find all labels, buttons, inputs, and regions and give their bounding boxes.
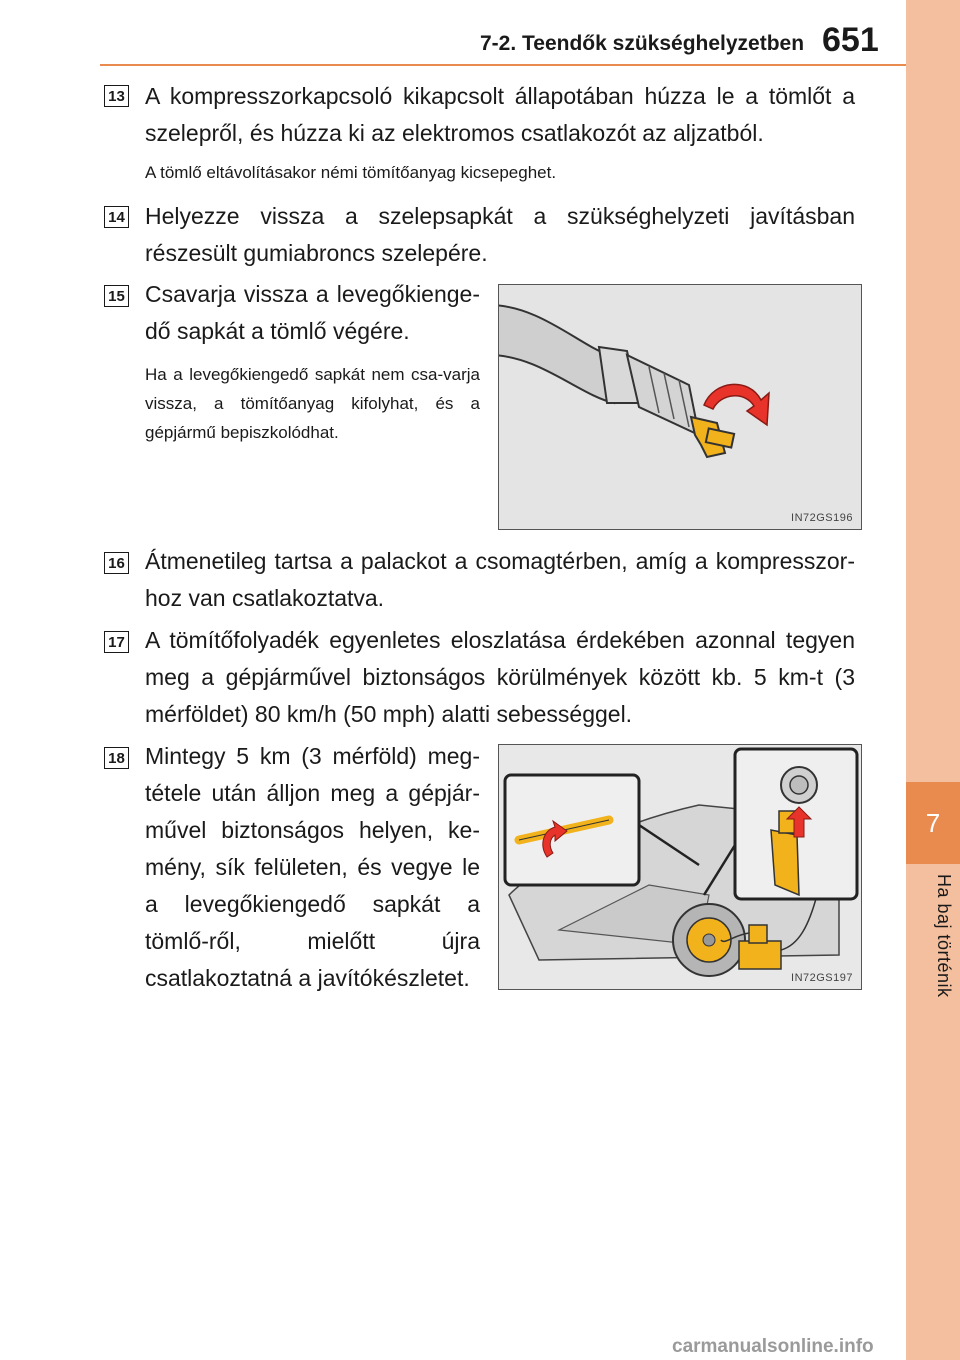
hose-cap-illustration [499,285,862,530]
step-text-17: A tömítőfolyadék egyenletes eloszlatása érdekében azonnal tegyen meg a gépjárművel biztonságos körülmények között kb. 5 km-t (3 mérföldet) 80 km/h (50 mph) alatti sebességgel. [145,627,855,727]
figure-hose-cap [498,284,862,530]
figure-code: IN72GS197 [791,972,853,984]
step-number-14: 14 [104,206,129,228]
step-number-17: 17 [104,631,129,653]
section-title: 7-2. Teendők szükséghelyzetben [480,32,805,55]
step-text-13: A kompresszorkapcsoló kikapcsolt állapotában húzza le a tömlőt a szelepről, és húzza ki az elektromos csatlakozót az aljzatból. [145,83,855,146]
chapter-label: Ha baj történik [934,874,954,998]
figure-code: IN72GS196 [791,512,853,524]
page-number: 651 [822,21,879,59]
car-repair-kit-illustration [499,745,862,990]
side-tab-strip [906,0,960,1360]
step-number-18: 18 [104,747,129,769]
step-number-15: 15 [104,285,129,307]
step-note-13: A tömlő eltávolításakor némi tömítőanyag kicsepeghet. [145,163,557,182]
header-divider [100,64,906,66]
step-note-15: Ha a levegőkiengedő sapkát nem csa-varja vissza, a tömítőanyag kifolyhat, és a gépjármű bepiszkolódhat. [145,365,480,442]
chapter-tab[interactable]: 7 [906,782,960,864]
step-text-14: Helyezze vissza a szelepsapkát a szükséghelyzeti javításban részesült gumiabroncs szelepére. [145,203,855,266]
step-number-13: 13 [104,85,129,107]
step-text-18: Mintegy 5 km (3 mérföld) meg-tétele után álljon meg a gépjár-művel biztonságos helyen, ke-mény, sík felületen, és vegye le a levegőkiengedő sapkát a tömlő-ről, mielőtt újra csatlakoztatná a javítókészletet. [145,743,480,991]
step-text-16: Átmenetileg tartsa a palackot a csomagtérben, amíg a kompresszor-hoz van csatlakoztatva. [145,548,855,611]
step-text-15: Csavarja vissza a levegőkienge-dő sapkát a tömlő végére. [145,281,480,344]
figure-car-kit [498,744,862,990]
step-number-16: 16 [104,552,129,574]
watermark: carmanualsonline.info [672,1336,874,1357]
